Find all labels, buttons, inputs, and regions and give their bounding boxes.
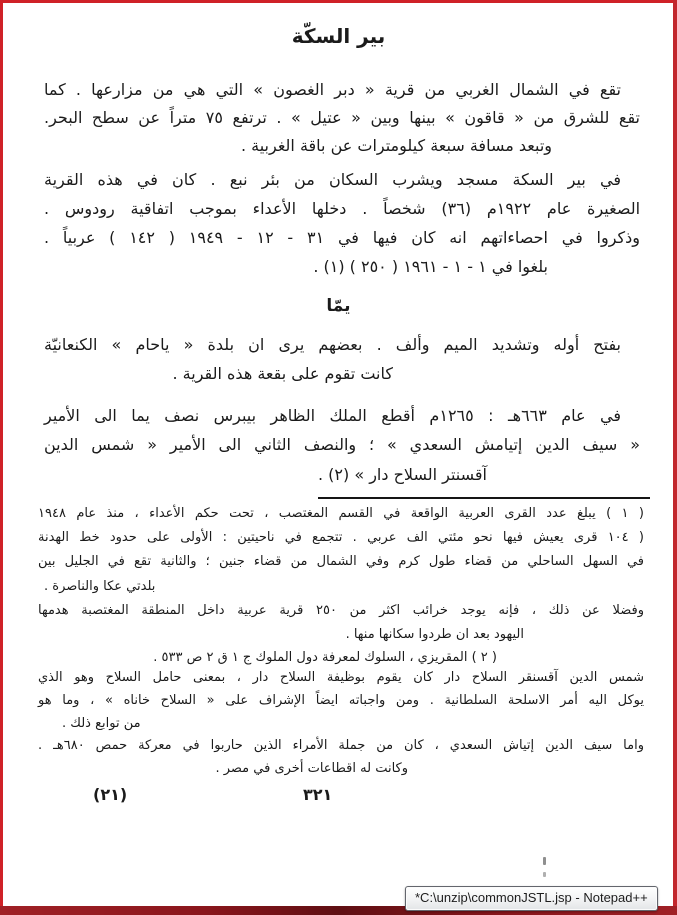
scan-artifact-dot <box>543 857 546 865</box>
paragraph-4-line-3: آقسنتر السلاح دار » (٢) . <box>317 465 487 484</box>
footnote-line-10: من توابع ذلك . <box>62 716 141 731</box>
paragraph-2-line-2: الصغيرة عام ١٩٢٢م (٣٦) شخصاً . دخلها الأعداء بموجب اتفاقية رودوس . <box>44 199 641 218</box>
paragraph-4-line-2: « سيف الدين إتيامش السعدي » ؛ والنصف الثاني الى الأمير « شمس الدين <box>44 435 640 454</box>
paragraph-2-line-4: بلغوا في ١ - ١ - ١٩٦١ ( ٢٥٠ ) (١) . <box>313 257 548 276</box>
page-title: بير السكّة <box>291 24 386 48</box>
paragraph-1-line-2: تقع للشرق من « قاقون » بينها وبين « عتيل » . ترتفع ٧٥ متراً عن سطح البحر. <box>44 108 640 127</box>
paragraph-1-line-1: تقع في الشمال الغربي من قرية « دبر الغصون » التي هي من مزارعها . كما <box>44 80 621 99</box>
paragraph-3-line-2: كانت تقوم على بقعة هذه القرية . <box>172 364 393 383</box>
footnote-line-9: يوكل اليه أمر الاسلحة السلطانية . ومن واجباته ايضاً الإشراف على « السلاح خاناه » ، وما هو <box>38 693 644 708</box>
footnote-line-3: في السهل الساحلي من قضاء طول كرم وفي الشمال من قضاء جنين ؛ والثانية تقع في الجليل بين <box>38 554 644 569</box>
footer-volume-number: (٢١) <box>93 785 128 804</box>
scan-artifact-dot <box>543 872 546 877</box>
paragraph-1-line-3: وتبعد مسافة سبعة كيلومترات عن باقة الغربية . <box>240 136 552 155</box>
frame-border-left <box>0 0 3 915</box>
footnote-line-6: اليهود بعد ان طردوا سكانها منها . <box>345 627 524 642</box>
footnote-line-11: واما سيف الدين إتياش السعدي ، كان من جملة الأمراء الذين حاربوا في معركة حمص ٦٨٠هـ . <box>38 738 644 753</box>
notepad-taskbar-tooltip: *C:\unzip\commonJSTL.jsp - Notepad++ <box>405 886 658 911</box>
footnote-line-7: ( ٢ ) المقريزي ، السلوك لمعرفة دول الملوك ج ١ ق ٢ ص ٥٣٣ . <box>153 650 497 665</box>
footnote-line-12: وكانت له اقطاعات أخرى في مصر . <box>215 761 408 776</box>
paragraph-2-line-1: في بير السكة مسجد ويشرب السكان من بئر نبع . كان في هذه القرية <box>44 170 621 189</box>
frame-border-right <box>673 0 677 915</box>
footnote-separator-rule <box>318 497 650 499</box>
footnote-line-1: ( ١ ) يبلغ عدد القرى العربية الواقعة في القسم المغتصب ، تحت حكم الأعداء ، منذ عام ١٩٤٨ <box>38 506 644 521</box>
footnote-line-8: شمس الدين آقسنقر السلاح دار كان يقوم بوظيفة السلاح دار ، بمعنى حامل السلاح وهو الذي <box>38 670 644 685</box>
footnote-line-2: ( ١٠٤ قرى يعيش فيها نحو مئتي الف عربي . تتجمع في ناحيتين : الأولى على حدود خط الهدنة <box>38 530 644 545</box>
frame-border-top <box>0 0 677 3</box>
paragraph-2-line-3: وذكروا في احصاءاتهم انه كان فيها في ٣١ - ١٢ - ١٩٤٩ ( ١٤٢ ) عربياً . <box>44 228 640 247</box>
paragraph-3-line-1: بفتح أوله وتشديد الميم وألف . بعضهم يرى ان بلدة « ياحام » الكنعانيّة <box>44 335 621 354</box>
footer-page-number: ٣٢١ <box>303 785 333 804</box>
section-heading-yamma: يمّا <box>326 296 351 316</box>
footnote-line-4: بلدتي عكا والناصرة . <box>44 579 156 594</box>
footnote-line-5: وفضلا عن ذلك ، فإنه يوجد خرائب اكثر من ٢٥٠ قرية عربية داخل المنطقة المغتصبة هدمها <box>38 603 644 618</box>
paragraph-4-line-1: في عام ٦٦٣هـ : ١٢٦٥م أقطع الملك الظاهر بيبرس نصف يما الى الأمير <box>44 406 622 425</box>
